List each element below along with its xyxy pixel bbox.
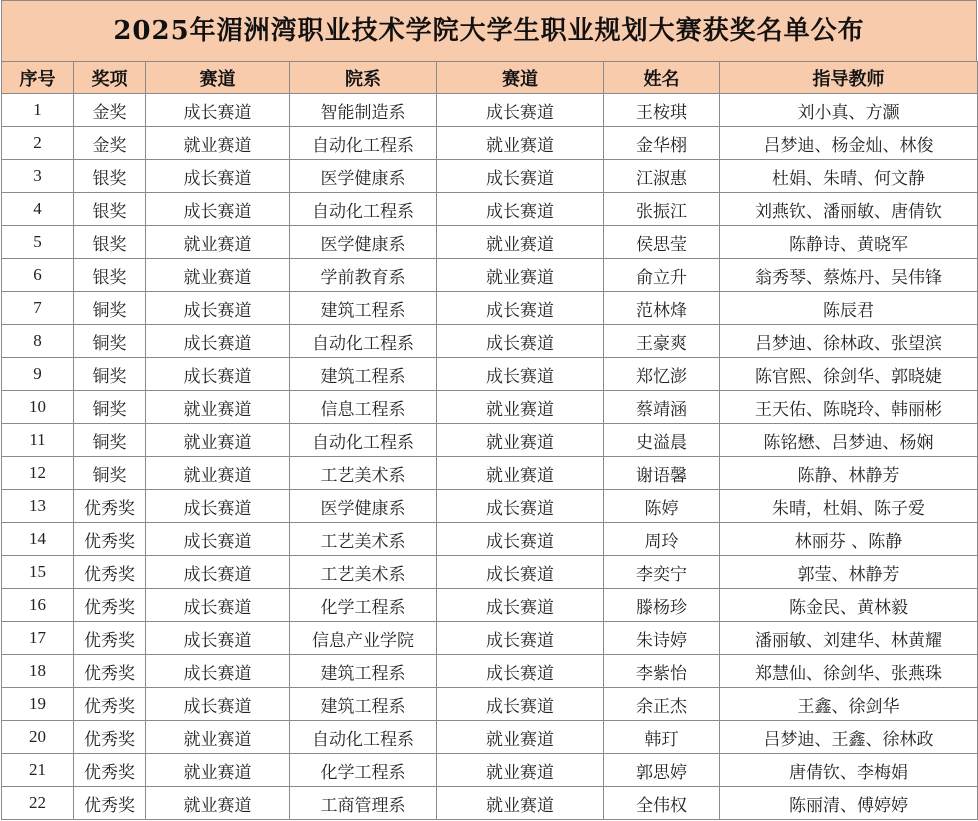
- table-row: [2, 787, 978, 820]
- table-row: [2, 325, 978, 358]
- cell-name: 张振江: [604, 193, 720, 226]
- cell-name: 江淑惠: [604, 160, 720, 193]
- cell-advisors: 陈官熙、徐剑华、郭晓婕: [720, 358, 978, 391]
- cell-track: 就业赛道: [146, 259, 290, 292]
- cell-track-2: 成长赛道: [437, 622, 604, 655]
- cell-index: 6: [2, 259, 74, 292]
- cell-department: 工艺美术系: [290, 523, 437, 556]
- cell-advisors: 王天佑、陈晓玲、韩丽彬: [720, 391, 978, 424]
- cell-index: 1: [2, 94, 74, 127]
- cell-award: 铜奖: [74, 424, 146, 457]
- cell-name: 韩玎: [604, 721, 720, 754]
- cell-track: 就业赛道: [146, 226, 290, 259]
- cell-track: 就业赛道: [146, 787, 290, 820]
- cell-name: 滕杨珍: [604, 589, 720, 622]
- cell-track: 成长赛道: [146, 358, 290, 391]
- cell-track: 成长赛道: [146, 193, 290, 226]
- column-header-index: 序号: [2, 62, 74, 94]
- cell-track: 就业赛道: [146, 721, 290, 754]
- cell-index: 11: [2, 424, 74, 457]
- cell-name: 范林烽: [604, 292, 720, 325]
- cell-track-2: 就业赛道: [437, 226, 604, 259]
- cell-department: 建筑工程系: [290, 655, 437, 688]
- table-row: [2, 292, 978, 325]
- cell-award: 银奖: [74, 259, 146, 292]
- cell-award: 优秀奖: [74, 721, 146, 754]
- cell-award: 银奖: [74, 193, 146, 226]
- cell-index: 20: [2, 721, 74, 754]
- cell-advisors: 陈静诗、黄晓军: [720, 226, 978, 259]
- award-table: [1, 61, 978, 820]
- table-row: [2, 655, 978, 688]
- cell-department: 建筑工程系: [290, 292, 437, 325]
- cell-advisors: 王鑫、徐剑华: [720, 688, 978, 721]
- cell-department: 医学健康系: [290, 490, 437, 523]
- cell-index: 19: [2, 688, 74, 721]
- cell-award: 铜奖: [74, 292, 146, 325]
- cell-department: 化学工程系: [290, 754, 437, 787]
- cell-award: 优秀奖: [74, 754, 146, 787]
- cell-track: 成长赛道: [146, 490, 290, 523]
- cell-track-2: 成长赛道: [437, 688, 604, 721]
- cell-track-2: 成长赛道: [437, 358, 604, 391]
- cell-name: 郭思婷: [604, 754, 720, 787]
- table-row: [2, 490, 978, 523]
- cell-department: 化学工程系: [290, 589, 437, 622]
- cell-department: 信息工程系: [290, 391, 437, 424]
- column-header-department: 院系: [290, 62, 437, 94]
- column-header-award: 奖项: [74, 62, 146, 94]
- cell-name: 周玲: [604, 523, 720, 556]
- cell-advisors: 吕梦迪、徐林政、张望滨: [720, 325, 978, 358]
- cell-award: 优秀奖: [74, 589, 146, 622]
- cell-track: 成长赛道: [146, 556, 290, 589]
- cell-name: 李奕宁: [604, 556, 720, 589]
- cell-index: 2: [2, 127, 74, 160]
- cell-track-2: 成长赛道: [437, 94, 604, 127]
- cell-department: 自动化工程系: [290, 424, 437, 457]
- table-row: [2, 556, 978, 589]
- cell-track: 成长赛道: [146, 160, 290, 193]
- cell-track: 就业赛道: [146, 754, 290, 787]
- column-header-track: 赛道: [146, 62, 290, 94]
- cell-advisors: 刘小真、方灏: [720, 94, 978, 127]
- cell-award: 优秀奖: [74, 655, 146, 688]
- cell-track: 成长赛道: [146, 655, 290, 688]
- cell-award: 优秀奖: [74, 622, 146, 655]
- cell-name: 李紫怡: [604, 655, 720, 688]
- cell-track: 就业赛道: [146, 127, 290, 160]
- cell-department: 工艺美术系: [290, 556, 437, 589]
- cell-track-2: 就业赛道: [437, 127, 604, 160]
- cell-department: 自动化工程系: [290, 193, 437, 226]
- cell-index: 4: [2, 193, 74, 226]
- cell-track-2: 就业赛道: [437, 721, 604, 754]
- cell-advisors: 林丽芬 、陈静: [720, 523, 978, 556]
- cell-track-2: 就业赛道: [437, 754, 604, 787]
- cell-award: 优秀奖: [74, 490, 146, 523]
- cell-advisors: 陈金民、黄林毅: [720, 589, 978, 622]
- cell-track-2: 就业赛道: [437, 259, 604, 292]
- cell-track-2: 成长赛道: [437, 655, 604, 688]
- cell-name: 王豪爽: [604, 325, 720, 358]
- cell-name: 蔡靖涵: [604, 391, 720, 424]
- cell-award: 铜奖: [74, 358, 146, 391]
- cell-advisors: 潘丽敏、刘建华、林黄耀: [720, 622, 978, 655]
- cell-advisors: 朱晴，杜娟、陈子爱: [720, 490, 978, 523]
- table-row: [2, 721, 978, 754]
- table-row: [2, 127, 978, 160]
- cell-department: 自动化工程系: [290, 325, 437, 358]
- cell-name: 俞立升: [604, 259, 720, 292]
- cell-advisors: 陈丽清、傅婷婷: [720, 787, 978, 820]
- cell-track: 成长赛道: [146, 622, 290, 655]
- cell-department: 建筑工程系: [290, 688, 437, 721]
- cell-name: 朱诗婷: [604, 622, 720, 655]
- cell-advisors: 吕梦迪、王鑫、徐林政: [720, 721, 978, 754]
- cell-department: 自动化工程系: [290, 127, 437, 160]
- cell-name: 全伟权: [604, 787, 720, 820]
- cell-index: 13: [2, 490, 74, 523]
- cell-track-2: 就业赛道: [437, 424, 604, 457]
- table-header-row: [2, 62, 978, 94]
- cell-track: 成长赛道: [146, 292, 290, 325]
- cell-name: 王桉琪: [604, 94, 720, 127]
- cell-index: 21: [2, 754, 74, 787]
- cell-track-2: 成长赛道: [437, 589, 604, 622]
- cell-award: 铜奖: [74, 391, 146, 424]
- cell-name: 郑忆澎: [604, 358, 720, 391]
- cell-index: 3: [2, 160, 74, 193]
- cell-track: 成长赛道: [146, 325, 290, 358]
- cell-department: 信息产业学院: [290, 622, 437, 655]
- cell-track-2: 就业赛道: [437, 457, 604, 490]
- cell-index: 10: [2, 391, 74, 424]
- cell-department: 工艺美术系: [290, 457, 437, 490]
- table-row: [2, 391, 978, 424]
- column-header-name: 姓名: [604, 62, 720, 94]
- cell-track-2: 成长赛道: [437, 556, 604, 589]
- cell-track: 成长赛道: [146, 523, 290, 556]
- cell-index: 22: [2, 787, 74, 820]
- cell-advisors: 吕梦迪、杨金灿、林俊: [720, 127, 978, 160]
- cell-award: 优秀奖: [74, 523, 146, 556]
- cell-index: 7: [2, 292, 74, 325]
- cell-department: 工商管理系: [290, 787, 437, 820]
- cell-department: 医学健康系: [290, 226, 437, 259]
- cell-name: 侯思莹: [604, 226, 720, 259]
- cell-index: 5: [2, 226, 74, 259]
- cell-advisors: 翁秀琴、蔡炼丹、吴伟锋: [720, 259, 978, 292]
- cell-department: 智能制造系: [290, 94, 437, 127]
- table-row: [2, 259, 978, 292]
- cell-track-2: 成长赛道: [437, 490, 604, 523]
- cell-award: 银奖: [74, 226, 146, 259]
- sheet-title: 2025年湄洲湾职业技术学院大学生职业规划大赛获奖名单公布: [1, 0, 977, 61]
- cell-award: 银奖: [74, 160, 146, 193]
- cell-award: 铜奖: [74, 457, 146, 490]
- cell-index: 16: [2, 589, 74, 622]
- cell-track-2: 成长赛道: [437, 292, 604, 325]
- table-row: [2, 424, 978, 457]
- cell-track-2: 就业赛道: [437, 787, 604, 820]
- cell-department: 自动化工程系: [290, 721, 437, 754]
- cell-track: 就业赛道: [146, 424, 290, 457]
- cell-index: 12: [2, 457, 74, 490]
- cell-index: 18: [2, 655, 74, 688]
- cell-name: 余正杰: [604, 688, 720, 721]
- cell-advisors: 郭莹、林静芳: [720, 556, 978, 589]
- cell-track-2: 成长赛道: [437, 160, 604, 193]
- cell-award: 优秀奖: [74, 787, 146, 820]
- table-row: [2, 457, 978, 490]
- cell-track: 成长赛道: [146, 589, 290, 622]
- cell-name: 史溢晨: [604, 424, 720, 457]
- cell-track: 成长赛道: [146, 688, 290, 721]
- cell-index: 14: [2, 523, 74, 556]
- cell-index: 17: [2, 622, 74, 655]
- cell-name: 陈婷: [604, 490, 720, 523]
- cell-track: 成长赛道: [146, 94, 290, 127]
- cell-track-2: 成长赛道: [437, 325, 604, 358]
- table-row: [2, 754, 978, 787]
- table-row: [2, 523, 978, 556]
- cell-track-2: 成长赛道: [437, 523, 604, 556]
- cell-track-2: 就业赛道: [437, 391, 604, 424]
- cell-advisors: 陈辰君: [720, 292, 978, 325]
- cell-track: 就业赛道: [146, 457, 290, 490]
- column-header-advisors: 指导教师: [720, 62, 978, 94]
- cell-advisors: 杜娟、朱晴、何文静: [720, 160, 978, 193]
- cell-award: 优秀奖: [74, 556, 146, 589]
- cell-index: 15: [2, 556, 74, 589]
- cell-award: 铜奖: [74, 325, 146, 358]
- table-row: [2, 226, 978, 259]
- cell-name: 金华栩: [604, 127, 720, 160]
- cell-award: 优秀奖: [74, 688, 146, 721]
- cell-name: 谢语馨: [604, 457, 720, 490]
- cell-advisors: 刘燕钦、潘丽敏、唐倩钦: [720, 193, 978, 226]
- cell-advisors: 陈静、林静芳: [720, 457, 978, 490]
- cell-index: 8: [2, 325, 74, 358]
- table-row: [2, 622, 978, 655]
- table-row: [2, 688, 978, 721]
- table-row: [2, 94, 978, 127]
- table-row: [2, 589, 978, 622]
- table-row: [2, 193, 978, 226]
- column-header-track-2: 赛道: [437, 62, 604, 94]
- cell-index: 9: [2, 358, 74, 391]
- cell-department: 学前教育系: [290, 259, 437, 292]
- table-row: [2, 160, 978, 193]
- cell-track: 就业赛道: [146, 391, 290, 424]
- award-list-sheet: [1, 0, 977, 820]
- cell-advisors: 郑慧仙、徐剑华、张燕珠: [720, 655, 978, 688]
- cell-track-2: 成长赛道: [437, 193, 604, 226]
- cell-award: 金奖: [74, 127, 146, 160]
- table-row: [2, 358, 978, 391]
- cell-department: 医学健康系: [290, 160, 437, 193]
- cell-advisors: 唐倩钦、李梅娟: [720, 754, 978, 787]
- cell-award: 金奖: [74, 94, 146, 127]
- cell-department: 建筑工程系: [290, 358, 437, 391]
- cell-advisors: 陈铭懋、吕梦迪、杨娴: [720, 424, 978, 457]
